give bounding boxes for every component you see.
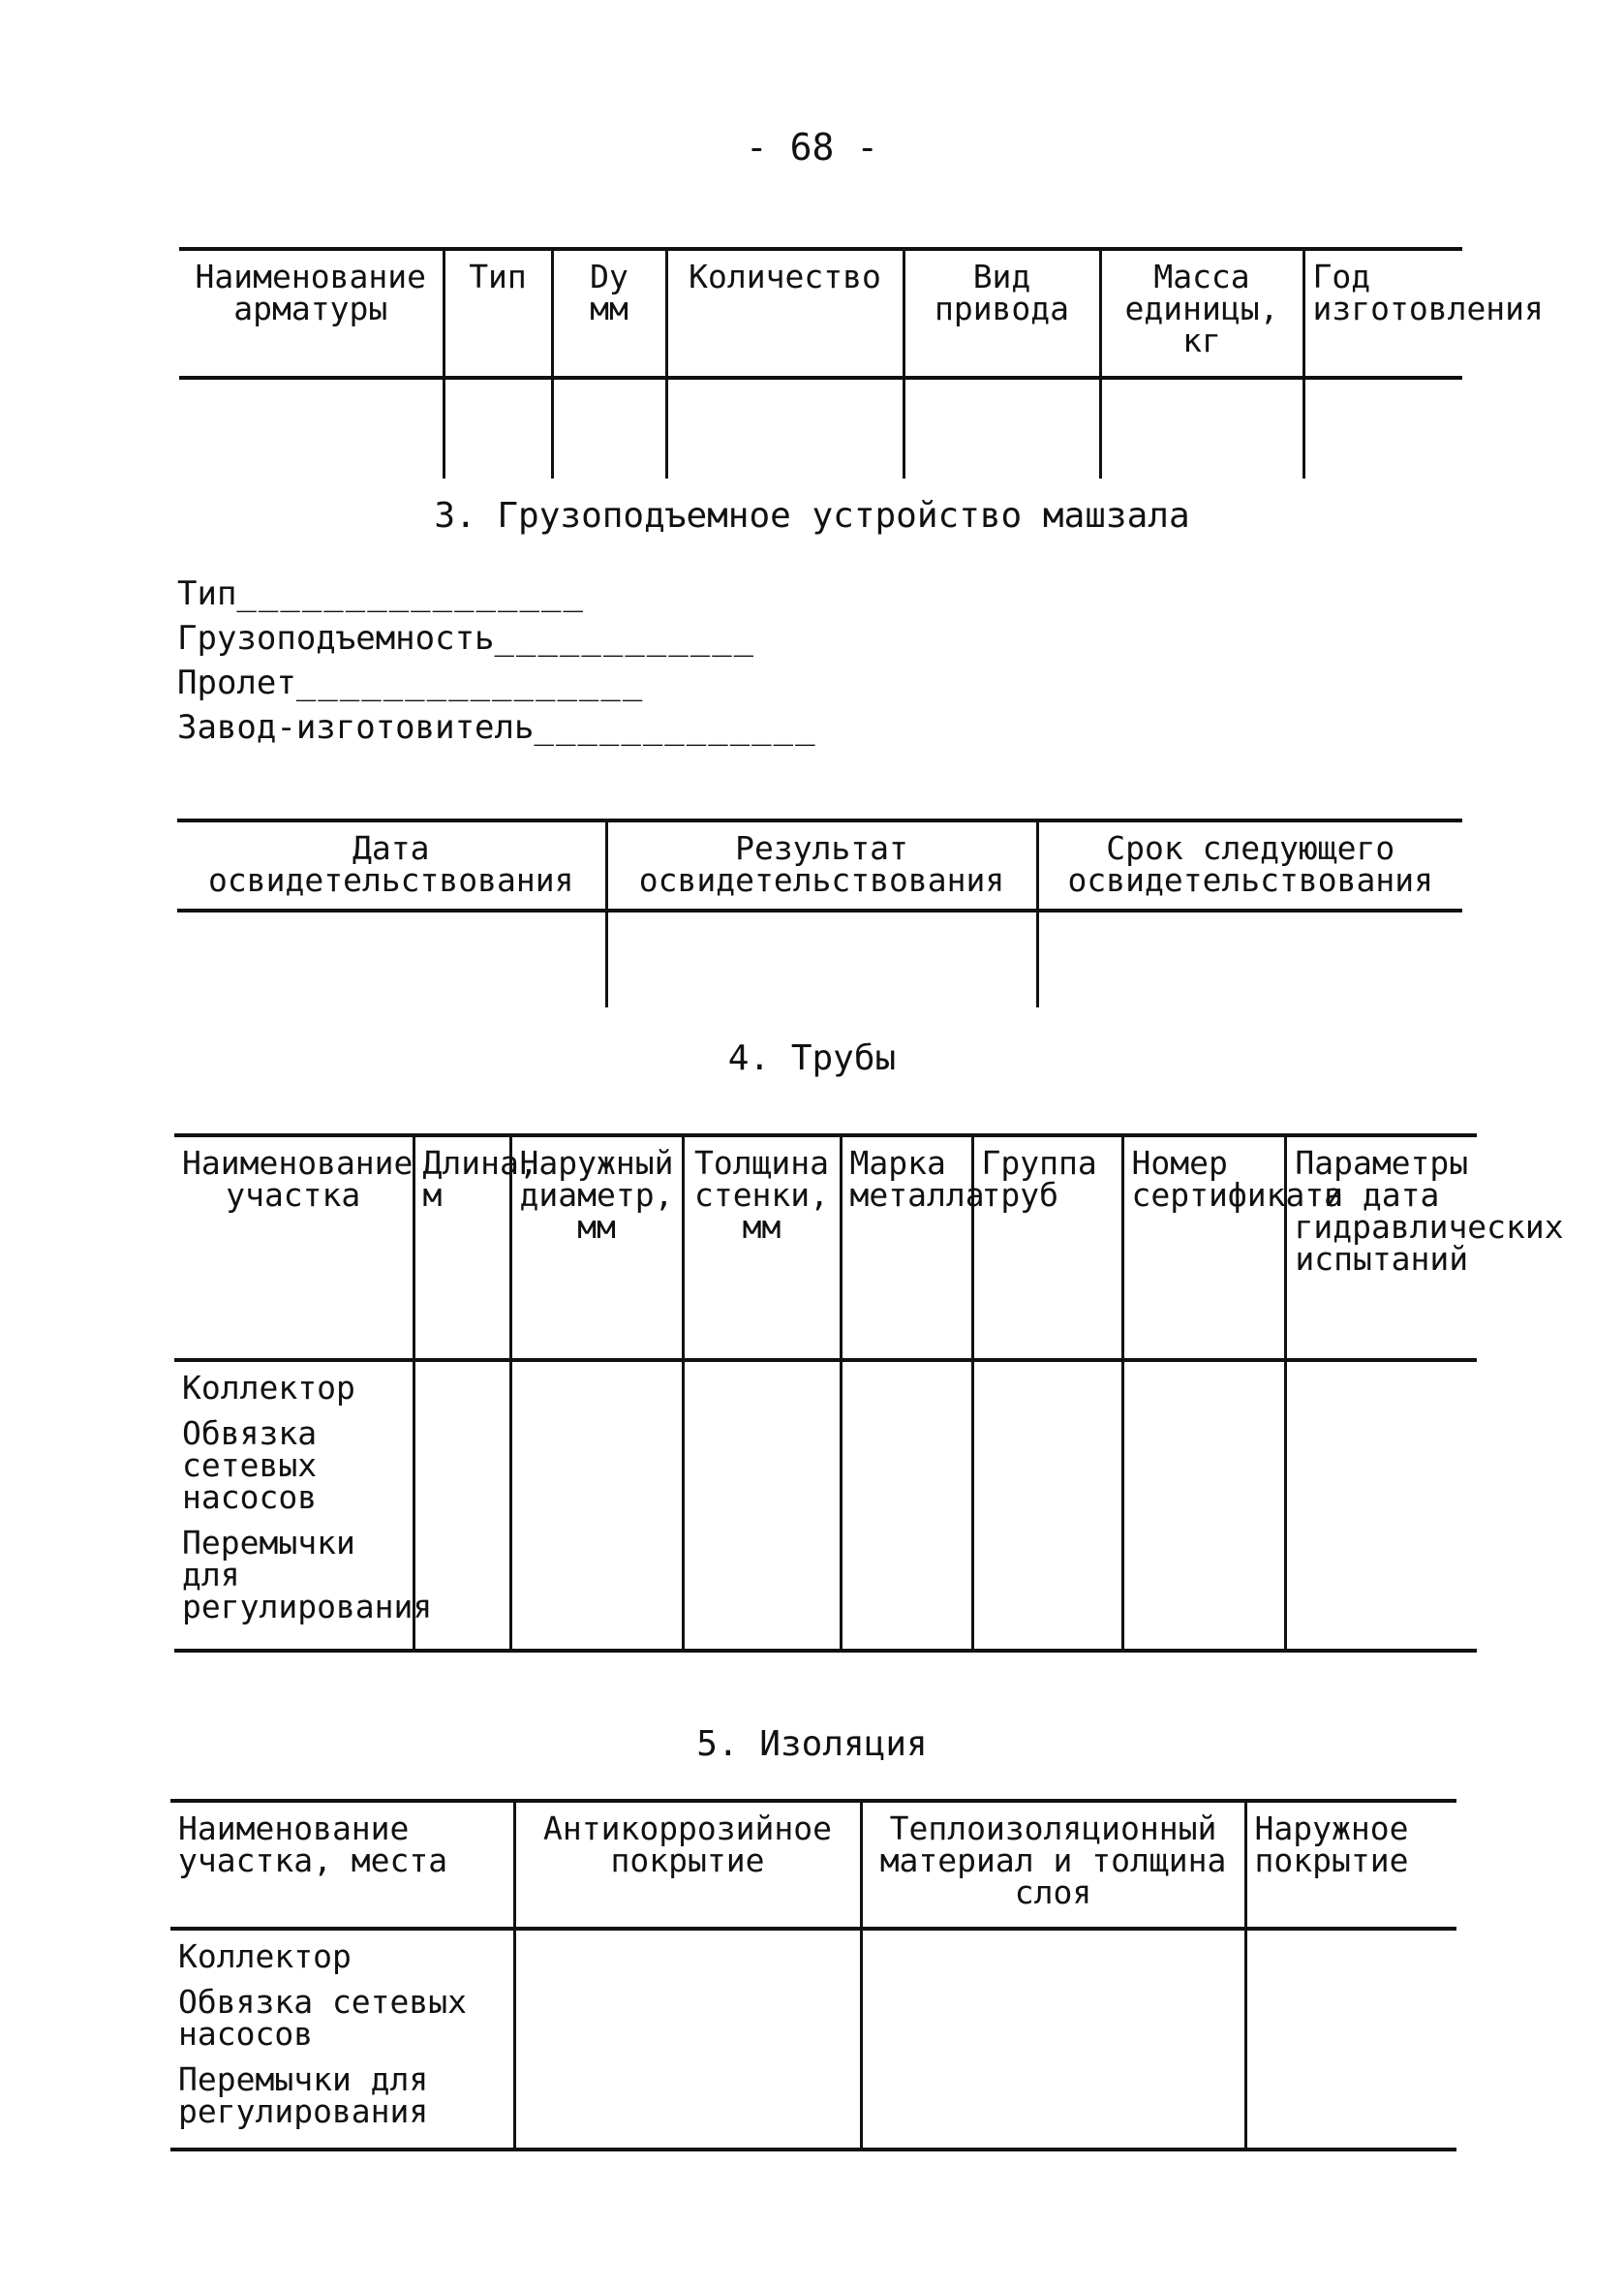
row-labels	[170, 1929, 514, 2150]
header-inspection-date: Дата освидетельствования	[177, 820, 606, 911]
header-next-inspection: Срок следующего освидетельствования	[1037, 820, 1462, 911]
header-nominal-diameter: Dу мм	[552, 249, 666, 378]
field-span: Пролет________________	[177, 664, 645, 702]
cell	[666, 378, 904, 479]
header-thermal-insulation: Теплоизоляционный материал и толщина слоя	[861, 1801, 1245, 1929]
section5-title: 5. Изоляция	[696, 1724, 928, 1764]
row-regulation-jumpers: Перемычки для регулирования	[178, 2060, 429, 2130]
header-wall-thickness: Толщина стенки, мм	[683, 1135, 841, 1360]
cell	[510, 1360, 683, 1651]
cell	[552, 378, 666, 479]
section4-title: 4. Трубы	[727, 1038, 897, 1078]
cell	[904, 378, 1100, 479]
cell	[683, 1360, 841, 1651]
lifting-device-fields	[177, 572, 817, 750]
cell	[606, 911, 1037, 1007]
cell	[514, 1929, 861, 2150]
inspection-table	[177, 819, 1462, 1007]
header-pipe-group: Группа труб	[972, 1135, 1122, 1360]
header-quantity: Количество	[666, 249, 904, 378]
header-hydraulic-tests: Параметры и дата гидравлических испытаний	[1285, 1135, 1477, 1360]
cell	[1100, 378, 1303, 479]
row-pump-piping: Обвязка сетевых насосов	[178, 1983, 468, 2053]
header-outer-diameter: Наружный диаметр, мм	[510, 1135, 683, 1360]
row-collector: Коллектор	[178, 1937, 352, 1975]
header-year-made: Год изготовления	[1303, 249, 1462, 378]
row-pump-piping: Обвязка сетевых насосов	[182, 1414, 318, 1516]
cell	[1245, 1929, 1456, 2150]
header-outer-coating: Наружное покрытие	[1245, 1801, 1456, 1929]
cell	[841, 1360, 972, 1651]
cell	[177, 911, 606, 1007]
field-type: Тип________________	[177, 574, 585, 613]
cell	[444, 378, 552, 479]
row-collector: Коллектор	[182, 1369, 355, 1407]
cell	[972, 1360, 1122, 1651]
insulation-table	[170, 1799, 1456, 2151]
header-section-name: Наименование участка	[174, 1135, 414, 1360]
page-number: - 68 -	[745, 126, 879, 169]
header-site-name: Наименование участка, места	[170, 1801, 514, 1929]
field-lifting-capacity: Грузоподъемность____________	[177, 619, 756, 658]
header-length: Длина, м	[414, 1135, 510, 1360]
header-inspection-result: Результат освидетельствования	[606, 820, 1037, 911]
row-labels	[174, 1360, 433, 1651]
pipes-table	[174, 1133, 1564, 1653]
cell	[1037, 911, 1462, 1007]
header-certificate-number: Номер сертификата	[1122, 1135, 1285, 1360]
header-fitting-name: Наименование арматуры	[179, 249, 444, 378]
field-manufacturer: Завод-изготовитель_____________	[177, 708, 817, 747]
section3-title: 3. Грузоподъемное устройство машзала	[434, 496, 1190, 536]
cell	[179, 378, 444, 479]
cell	[1303, 378, 1462, 479]
header-drive-type: Вид привода	[904, 249, 1100, 378]
fittings-table	[179, 247, 1544, 479]
header-anticorrosion: Антикоррозийное покрытие	[514, 1801, 861, 1929]
cell	[1122, 1360, 1285, 1651]
row-regulation-jumpers: Перемычки для регулирования	[182, 1524, 433, 1625]
cell	[861, 1929, 1245, 2150]
header-type: Тип	[444, 249, 552, 378]
header-metal-grade: Марка металла	[841, 1135, 972, 1360]
header-unit-mass: Масса единицы, кг	[1100, 249, 1303, 378]
cell	[1285, 1360, 1477, 1651]
